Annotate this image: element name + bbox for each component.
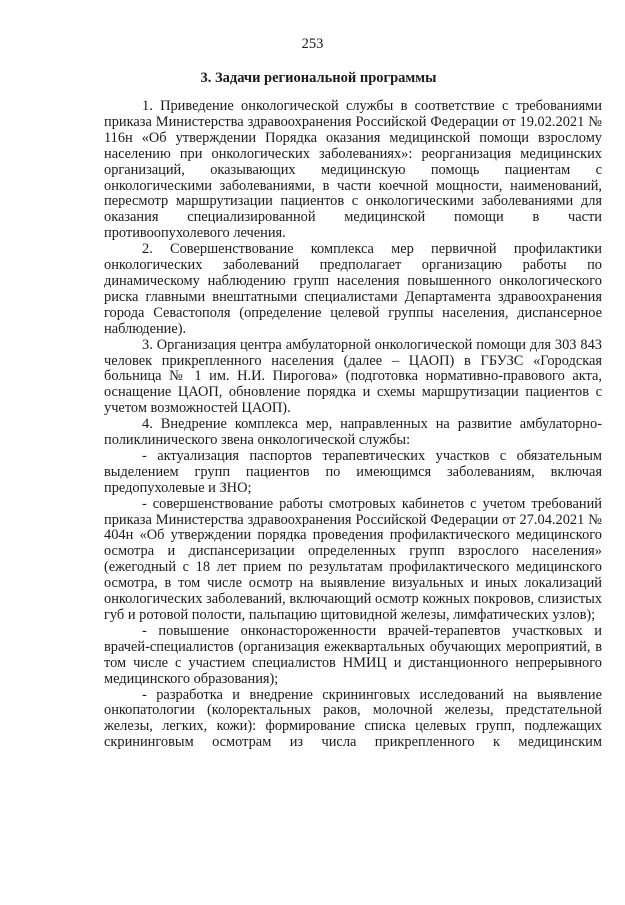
paragraph-caop-organization: 3. Организация центра амбулаторной онкологической помощи для 303 843 человек прикрепленного населения (далее – ЦАОП) в ГБУЗС «Городская больница № 1 им. Н.И. Пирогова» (подготовка нормативно-правового акта, оснащение ЦАОП, обновление порядка и схемы маршрутизации пациентов с учетом возможностей ЦАОП).: [104, 336, 602, 417]
list-item-oncological-alertness: - повышение онконастороженности врачей-терапевтов участковых и врачей-специалистов (организация ежеквартальных обучающих мероприятий, в том числе с участием специалистов НМИЦ и дистанционного непрерывного медицинского образования);: [104, 622, 602, 687]
page-number: 253: [301, 36, 324, 52]
list-item-screening-studies: - разработка и внедрение скрининговых исследований на выявление онкопатологии (колоректальных раков, молочной железы, предстательной железы, легких, кожи): формирование списка целевых групп, подлежащих скрининговым осмотрам из числа прикрепленного к медицинским: [104, 686, 602, 751]
document-body: [104, 99, 602, 751]
paragraph-outpatient-measures: 4. Внедрение комплекса мер, направленных на развитие амбулаторно-поликлинического звена онкологической службы:: [104, 416, 602, 449]
list-item-examination-rooms: - совершенствование работы смотровых кабинетов с учетом требований приказа Министерства здравоохранения Российской Федерации от 27.04.2021 № 404н «Об утверждении порядка проведения профилактического медицинского осмотра и диспансеризации определенных групп взрослого населения» (ежегодный с 18 лет прием по результатам профилактического медицинского осмотра, в том числе осмотр на выявление визуальных и иных локализаций онкологических заболеваний, включающий осмотр кожных покровов, слизистых губ и ротовой полости, пальпацию щитовидной железы, лимфатических узлов);: [104, 495, 602, 623]
list-item-passports-update: - актуализация паспортов терапевтических участков с обязательным выделением групп пациентов по имеющимся заболеваниям, включая предопухолевые и ЗНО;: [104, 447, 602, 496]
section-heading: 3. Задачи региональной программы: [200, 70, 437, 86]
paragraph-oncology-service-reorganization: 1. Приведение онкологической службы в соответствие с требованиями приказа Министерства здравоохранения Российской Федерации от 19.02.2021 № 116н «Об утверждении Порядка оказания медицинской помощи взрослому населению при онкологических заболеваниях»: реорганизация медицинских организаций, оказывающих медицинскую помощь пациентам с онкологическими заболеваниями, в части коечной мощности, наименований, пересмотр маршрутизации пациентов с онкологическими заболеваниями для оказания специализированной медицинской помощи в части противоопухолевого лечения.: [104, 98, 602, 242]
paragraph-primary-prevention: 2. Совершенствование комплекса мер первичной профилактики онкологических заболеваний предполагает организацию работы по динамическому наблюдению групп населения повышенного онкологического риска главными внештатными специалистами Департамента здравоохранения города Севастополя (определение целевой группы населения, диспансерное наблюдение).: [104, 241, 602, 337]
